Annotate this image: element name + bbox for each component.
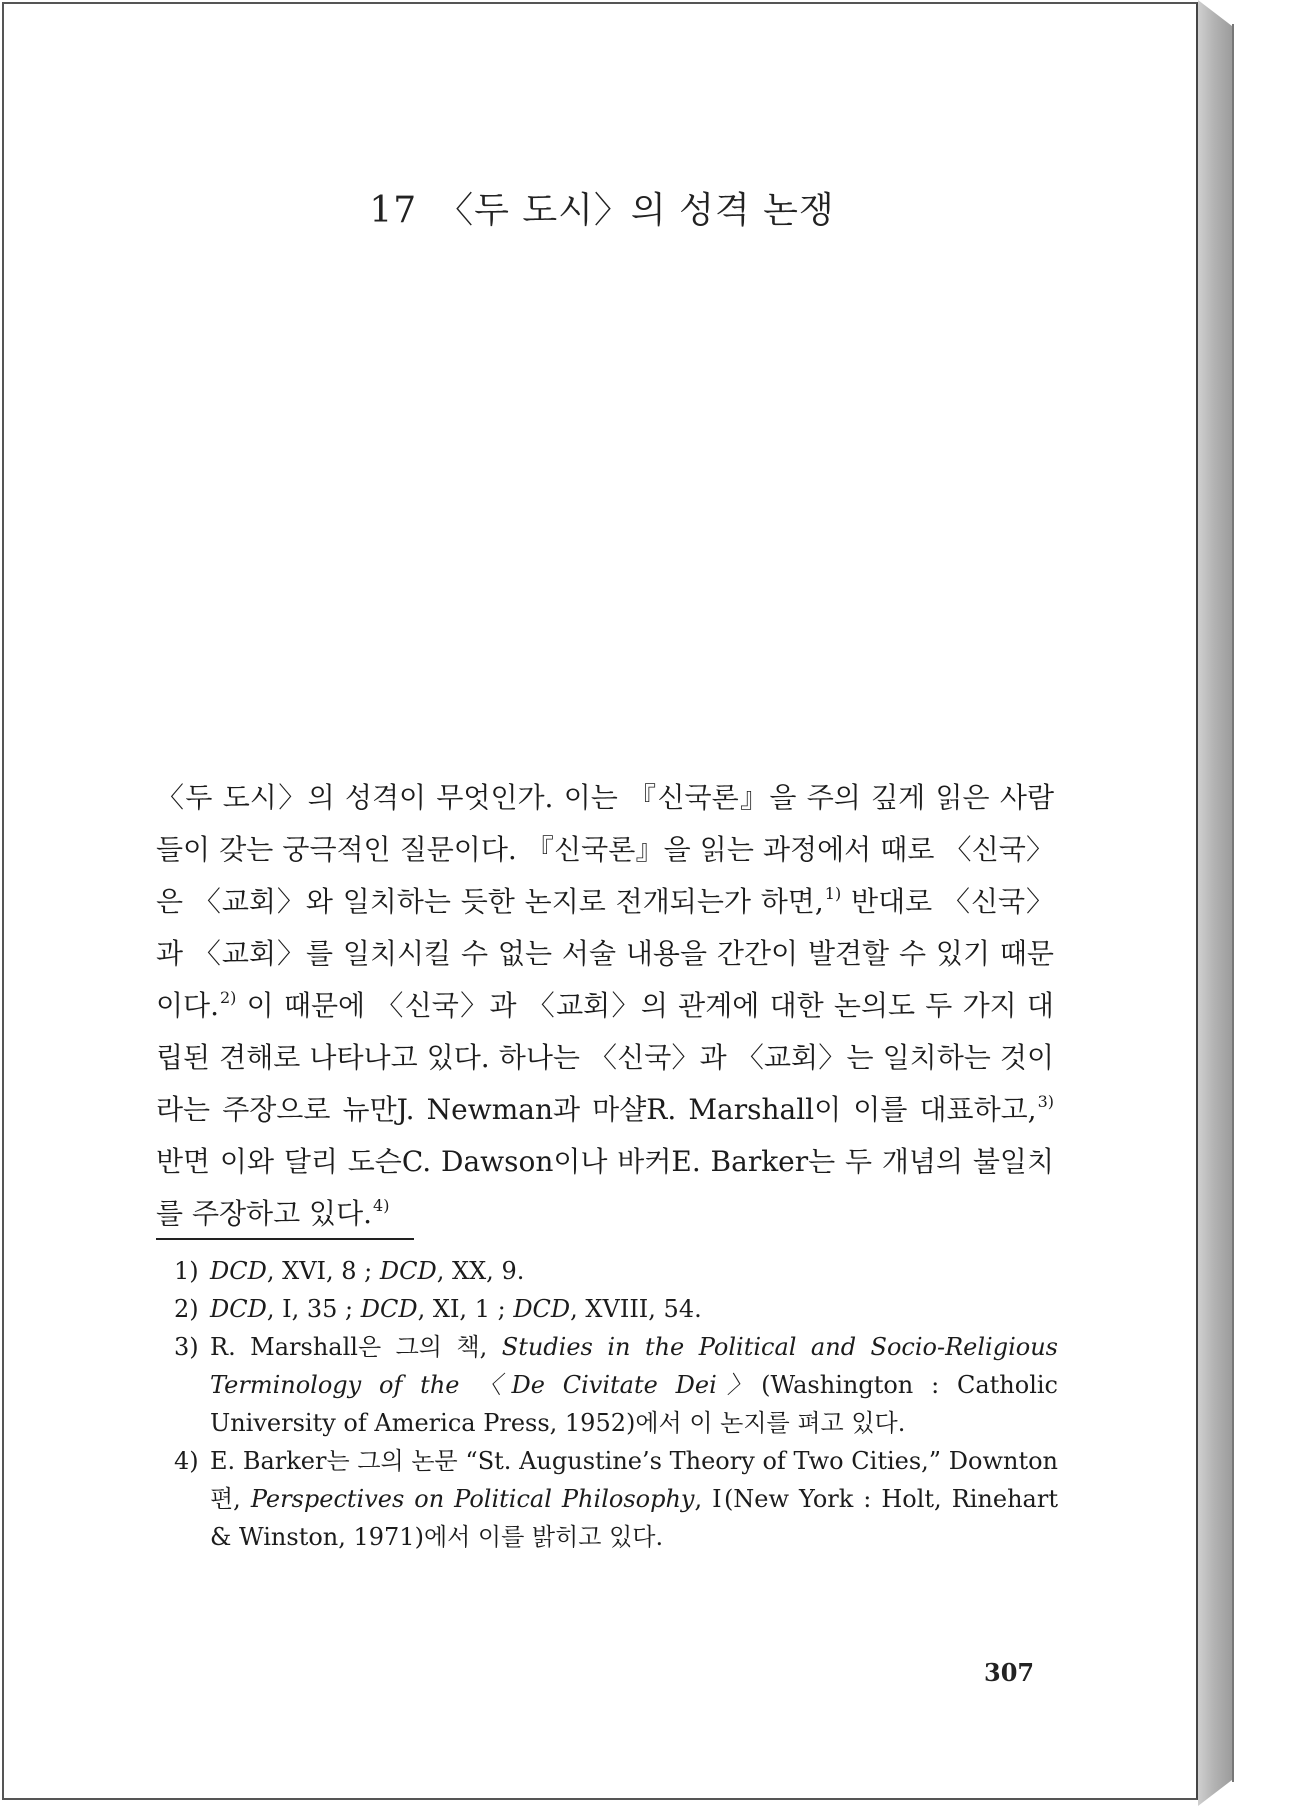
- footnote-italic: DCD: [379, 1257, 437, 1285]
- footnote-text: , XVIII, 54.: [570, 1295, 702, 1323]
- footnote-text: , Ⅰ(New York : Holt, Rinehart & Winston, 1971)에서 이를 밝히고 있다.: [210, 1485, 1058, 1551]
- footnote-book-title: Perspectives on Political Philosophy: [250, 1485, 695, 1513]
- footnote-1: [174, 1252, 1058, 1290]
- footnote-number: 4): [174, 1447, 199, 1475]
- footnote-ref-4[interactable]: 4): [373, 1196, 390, 1215]
- footnote-number: 2): [174, 1295, 199, 1323]
- body-paragraph: [156, 772, 1054, 1240]
- footnote-number: 1): [174, 1257, 199, 1285]
- body-segment-3: 이 때문에 〈신국〉과 〈교회〉의 관계에 대한 논의도 두 가지 대립된 견해로 나타나고 있다. 하나는 〈신국〉과 〈교회〉는 일치하는 것이라는 주장으로 뉴만J. Newman과 마샬R. Marshall이 이를 대표하고,: [156, 989, 1054, 1126]
- footnote-number: 3): [174, 1333, 199, 1361]
- footnote-text: E. Barker는 그의 논문 “St. Augustine’s Theory of Two Cities,” Downton 편,: [210, 1447, 1058, 1513]
- footnote-ref-3[interactable]: 3): [1037, 1092, 1054, 1111]
- book-spine: [1198, 0, 1232, 1806]
- spine-edge: [1232, 24, 1234, 1782]
- chapter-title-text: 〈두 도시〉의 성격 논쟁: [437, 190, 835, 232]
- footnote-4: [174, 1442, 1058, 1556]
- chapter-number: 17: [369, 190, 418, 232]
- footnote-divider: [156, 1238, 414, 1240]
- footnote-2: [174, 1290, 1058, 1328]
- body-segment-4: 반면 이와 달리 도슨C. Dawson이나 바커E. Barker는 두 개념의 불일치를 주장하고 있다.: [156, 1145, 1054, 1230]
- footnote-3: [174, 1328, 1058, 1442]
- footnote-text: , Ⅰ, 35 ;: [266, 1295, 361, 1323]
- body-segment-1: 〈두 도시〉의 성격이 무엇인가. 이는 『신국론』을 주의 깊게 읽은 사람들이 갖는 궁극적인 질문이다. 『신국론』을 읽는 과정에서 때로 〈신국〉은 〈교회〉와 일치하는 듯한 논지로 전개되는가 하면,: [156, 781, 1054, 918]
- footnote-book-title: Studies in the Political and Socio-Religious Terminology of the 〈De Civitate Dei〉: [210, 1333, 1058, 1399]
- footnote-text: , XVI, 8 ;: [266, 1257, 380, 1285]
- page-number: 307: [984, 1658, 1035, 1687]
- chapter-title: [4, 182, 1200, 233]
- footnote-italic: DCD: [360, 1295, 418, 1323]
- footnote-text: R. Marshall은 그의 책,: [210, 1333, 502, 1361]
- footnote-italic: DCD: [210, 1295, 267, 1323]
- body-segment-2: 반대로 〈신국〉과 〈교회〉를 일치시킬 수 없는 서술 내용을 간간이 발견할 수 있기 때문이다.: [156, 885, 1055, 1022]
- footnote-text: , XX, 9.: [436, 1257, 525, 1285]
- page: [2, 2, 1198, 1800]
- footnote-text: , XI, 1 ;: [417, 1295, 514, 1323]
- footnote-ref-1[interactable]: 1): [824, 884, 842, 903]
- footnote-italic: DCD: [513, 1295, 571, 1323]
- footnote-ref-2[interactable]: 2): [220, 988, 237, 1007]
- footnote-italic: DCD: [210, 1257, 267, 1285]
- footnotes: [174, 1252, 1058, 1556]
- footnote-text: (Washington : Catholic University of America Press, 1952)에서 이 논지를 펴고 있다.: [210, 1371, 1058, 1437]
